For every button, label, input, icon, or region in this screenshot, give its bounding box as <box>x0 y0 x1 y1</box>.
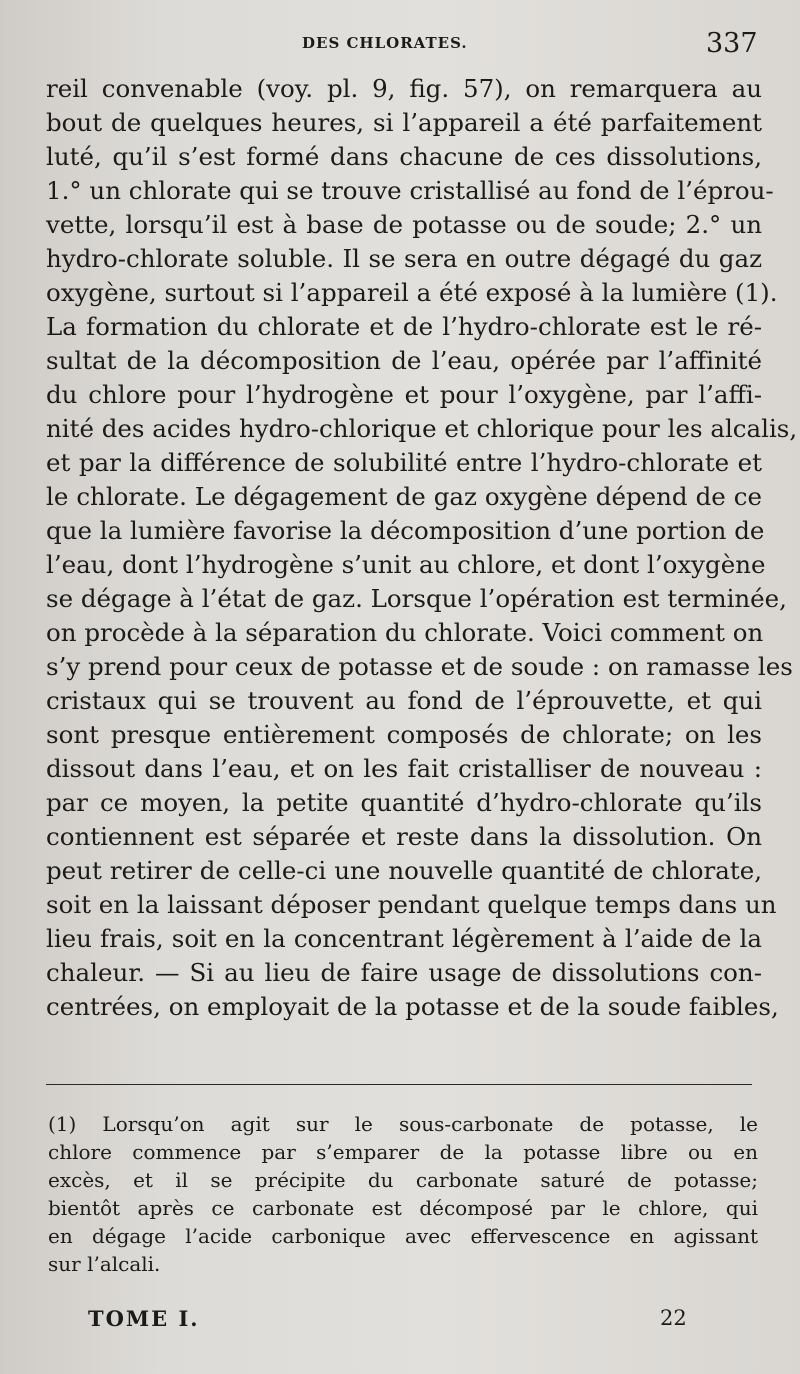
page-footer <box>0 1302 800 1342</box>
footnote-line: sur l’alcali. <box>48 1252 161 1276</box>
text-line: sont presque entièrement composés de chlorate; on les <box>46 720 762 749</box>
footnote <box>48 1110 758 1278</box>
text-line: dissout dans l’eau, et on les fait cristalliser de nouveau : <box>46 754 762 783</box>
volume-label: TOME I. <box>88 1306 200 1331</box>
text-line: du chlore pour l’hydrogène et pour l’oxygène, par l’affi- <box>46 380 762 409</box>
text-line: reil convenable (voy. pl. 9, fig. 57), on remarquera au <box>46 74 762 103</box>
footnote-line: bientôt après ce carbonate est décomposé par le chlore, qui <box>48 1196 758 1220</box>
page-number: 337 <box>706 28 758 59</box>
text-line: cristaux qui se trouvent au fond de l’éprouvette, et qui <box>46 686 762 715</box>
running-head: DES CHLORATES. <box>302 34 468 52</box>
text-line: soit en la laissant déposer pendant quelque temps dans un <box>46 890 777 919</box>
text-line: que la lumière favorise la décomposition d’une portion de <box>46 516 765 545</box>
footnote-line: (1) Lorsqu’on agit sur le sous-carbonate de potasse, le <box>48 1112 758 1136</box>
text-line: bout de quelques heures, si l’appareil a été parfaitement <box>46 108 762 137</box>
text-line: luté, qu’il s’est formé dans chacune de ces dissolutions, <box>46 142 762 171</box>
footnote-line: en dégage l’acide carbonique avec effervescence en agissant <box>48 1224 758 1248</box>
text-line: se dégage à l’état de gaz. Lorsque l’opération est terminée, <box>46 584 787 613</box>
text-line: le chlorate. Le dégagement de gaz oxygène dépend de ce <box>46 482 762 511</box>
text-line: centrées, on employait de la potasse et de la soude faibles, <box>46 992 779 1021</box>
text-line: lieu frais, soit en la concentrant légèrement à l’aide de la <box>46 924 762 953</box>
text-line: La formation du chlorate et de l’hydro-chlorate est le ré- <box>46 312 762 341</box>
text-line: sultat de la décomposition de l’eau, opérée par l’affinité <box>46 346 762 375</box>
text-line: contiennent est séparée et reste dans la dissolution. On <box>46 822 762 851</box>
text-line: peut retirer de celle-ci une nouvelle quantité de chlorate, <box>46 856 762 885</box>
signature-mark: 22 <box>660 1306 687 1330</box>
text-line: chaleur. — Si au lieu de faire usage de dissolutions con- <box>46 958 762 987</box>
text-line: 1.° un chlorate qui se trouve cristallisé au fond de l’éprou- <box>46 176 774 205</box>
text-line: s’y prend pour ceux de potasse et de soude : on ramasse les <box>46 652 793 681</box>
text-line: oxygène, surtout si l’appareil a été exposé à la lumière (1). <box>46 278 778 307</box>
text-line: on procède à la séparation du chlorate. Voici comment on <box>46 618 764 647</box>
text-line: vette, lorsqu’il est à base de potasse ou de soude; 2.° un <box>46 210 762 239</box>
text-line: et par la différence de solubilité entre l’hydro-chlorate et <box>46 448 762 477</box>
text-line: hydro-chlorate soluble. Il se sera en outre dégagé du gaz <box>46 244 762 273</box>
text-line: nité des acides hydro-chlorique et chlorique pour les alcalis, <box>46 414 798 443</box>
main-text <box>46 72 798 1024</box>
page-header <box>0 28 800 64</box>
footnote-line: chlore commence par s’emparer de la potasse libre ou en <box>48 1140 758 1164</box>
footnote-line: excès, et il se précipite du carbonate saturé de potasse; <box>48 1168 758 1192</box>
footnote-rule <box>46 1084 752 1085</box>
text-line: par ce moyen, la petite quantité d’hydro-chlorate qu’ils <box>46 788 762 817</box>
text-line: l’eau, dont l’hydrogène s’unit au chlore, et dont l’oxygène <box>46 550 766 579</box>
